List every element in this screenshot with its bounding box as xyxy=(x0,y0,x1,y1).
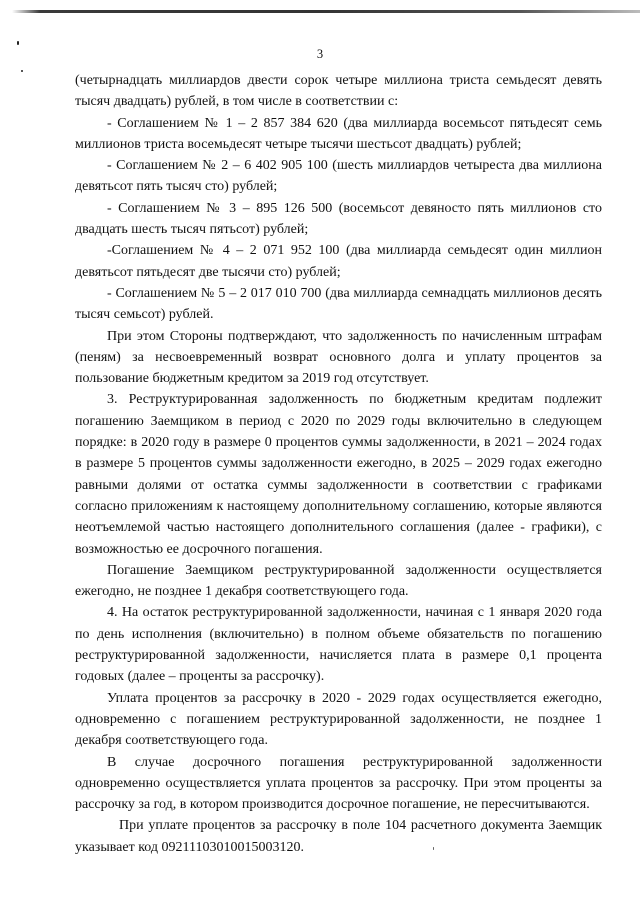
scan-top-border-line xyxy=(0,10,640,13)
paragraph-agreement-1: - Соглашением № 1 – 2 857 384 620 (два миллиарда восемьсот пятьдесят семь миллионов триста восемьдесят четыре тысячи шестьсот двадцать) рублей; xyxy=(75,115,602,152)
paragraph-agreement-3: - Соглашением № 3 – 895 126 500 (восемьсот девяносто пять миллионов сто двадцать шесть тысяч пятьсот) рублей; xyxy=(75,200,602,238)
paragraph-clause-3: 3. Реструктурированная задолженность по бюджетным кредитам подлежит погашению Заемщиком в период с 2020 по 2029 годы включительно в следующем порядке: в 2020 году в размере 0 процентов суммы задолженности, в 2021 – 2024 годах в размере 5 процентов суммы задолженности ежегодно, в 2025 – 2029 годах ежегодно равными долями от остатка суммы задолженности в соответствии с графиками согласно приложениям к настоящему дополнительному соглашению, которые являются неотъемлемой частью настоящего дополнительного соглашения (далее - графики), с возможностью ее досрочного погашения. xyxy=(75,392,602,557)
paragraph-agreement-2: - Соглашением № 2 – 6 402 905 100 (шесть миллиардов четыреста два миллиона девятьсот пять тысяч сто) рублей; xyxy=(75,158,602,195)
paragraph-total-amount: (четырнадцать миллиардов двести сорок четыре миллиона триста семьдесят девять тысяч двадцать) рублей, в том числе в соответствии с: xyxy=(75,73,602,110)
scan-speck xyxy=(21,70,23,72)
scan-speck xyxy=(17,41,19,45)
paragraph-clause-4: 4. На остаток реструктурированной задолженности, начиная с 1 января 2020 года по день исполнения (включительно) в полном объеме обязательств по погашению реструктурированной задолженности, начисляется плата в размере 0,1 процента годовых (далее – проценты за рассрочку). xyxy=(75,605,602,685)
document-body xyxy=(75,70,602,858)
page-number: 3 xyxy=(316,47,324,61)
paragraph-penalties: При этом Стороны подтверждают, что задолженность по начисленным штрафам (пеням) за несвоевременный возврат основного долга и уплату процентов за пользование бюджетным кредитом за 2019 год отсутствует. xyxy=(75,328,602,387)
paragraph-interest-payment: Уплата процентов за рассрочку в 2020 - 2029 годах осуществляется ежегодно, одновременно с погашением реструктурированной задолженности, не позднее 1 декабря соответствующего года. xyxy=(75,690,602,749)
paragraph-repayment-deadline: Погашение Заемщиком реструктурированной задолженности осуществляется ежегодно, не позднее 1 декабря соответствующего года. xyxy=(75,562,602,600)
paragraph-early-repayment: В случае досрочного погашения реструктурированной задолженности одновременно осуществляется уплата процентов за рассрочку. При этом проценты за рассрочку за год, в котором производится досрочное погашение, не пересчитываются. xyxy=(75,754,602,813)
paragraph-payment-code: При уплате процентов за рассрочку в поле 104 расчетного документа Заемщик указывает код 09211103010015003120. xyxy=(75,818,602,855)
paragraph-agreement-4: -Соглашением № 4 – 2 071 952 100 (два миллиарда семьдесят один миллион девятьсот пятьдесят две тысячи сто) рублей; xyxy=(75,243,602,280)
paragraph-agreement-5: - Соглашением № 5 – 2 017 010 700 (два миллиарда семнадцать миллионов десять тысяч семьсот) рублей. xyxy=(75,285,602,323)
